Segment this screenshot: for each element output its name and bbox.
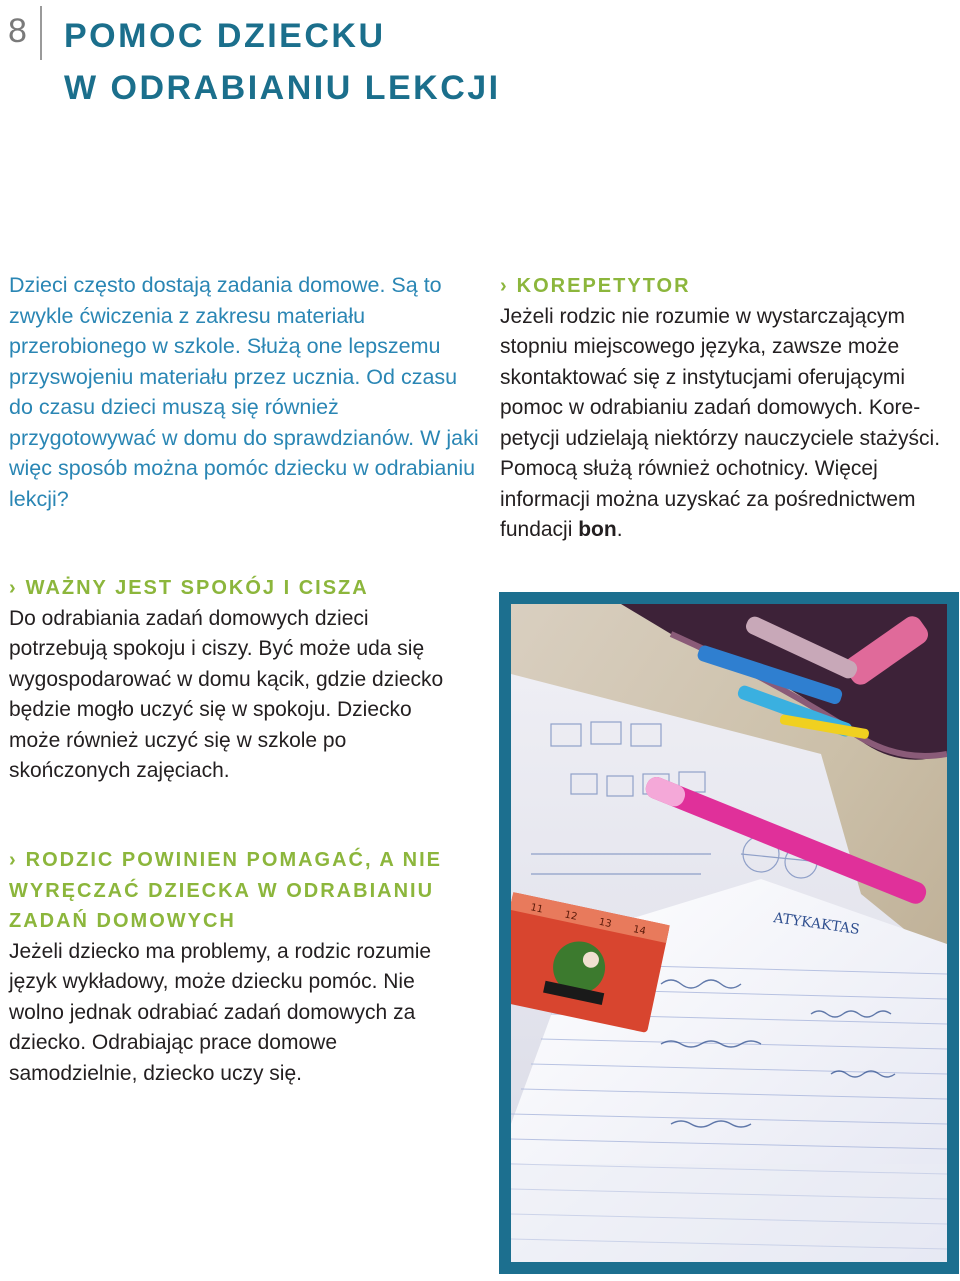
- section-quiet: [9, 573, 449, 787]
- section-body-end: .: [616, 518, 623, 541]
- chevron-icon: ›: [9, 577, 18, 599]
- ruler-number: 11: [529, 902, 545, 916]
- section-heading-text: WAŻNY JEST SPOKÓJ I CISZA: [25, 577, 369, 599]
- photo-frame: [499, 592, 959, 1274]
- homework-photo: [511, 604, 947, 1262]
- organization-name: bon: [578, 518, 617, 541]
- ruler-number: 12: [563, 909, 579, 923]
- section-heading-text: KOREPETYTOR: [516, 275, 691, 297]
- notebook-text: ATYKAKTAS: [772, 910, 861, 939]
- section-body: Do odrabiania zadań domowych dzieci potrzebują spokoju i ciszy. Być może uda się wygospodarować w domu kącik, gdzie dziecko będzie mogło uczyć się w spokoju. Dziecko może również uczyć się w szkole po skończonych zajęciach.: [9, 606, 444, 782]
- section-heading: [500, 271, 955, 302]
- section-heading: [9, 845, 449, 937]
- section-body-text: Jeżeli rodzic nie rozumie w wystarczającym stopniu miejscowego języka, zawsze może skontaktować się z instytucjami oferującymi pomoc w odrabianiu zadań domowych. Korepetycji udzielają niektórzy nauczyciele stażyści. Pomocą służą również ochotnicy. Więcej informacji można uzyskać za pośrednictwem fundacji: [500, 304, 941, 541]
- ruler-number: 14: [632, 923, 647, 938]
- page-title-line-1: POMOC DZIECKU: [64, 17, 386, 55]
- chevron-icon: ›: [500, 275, 509, 297]
- ruler-number: 13: [597, 916, 613, 931]
- page-title-line-2: W ODRABIANIU LEKCJI: [64, 69, 501, 107]
- section-body: Jeżeli dziecko ma problemy, a rodzic rozumie język wykładowy, może dziecku pomóc. Nie wolno jednak odrabiać zadań domowych za dziecko. Odrabiając prace domowe samodzielnie, dziecko uczy się.: [9, 939, 432, 1085]
- section-heading-text: RODZIC POWINIEN POMAGAĆ, A NIE WYRĘCZAĆ DZIECKA W ODRABIANIU ZADAŃ DOMOWYCH: [9, 849, 442, 932]
- section-body: [500, 302, 955, 546]
- chevron-icon: ›: [9, 849, 18, 871]
- section-heading: [9, 573, 449, 604]
- intro-paragraph: Dzieci często dostają zadania domowe. Są to zwykle ćwiczenia z zakresu materiału przerobionego w szkole. Służą one lepszemu przyswojeniu materiału przez ucznia. Od czasu do czasu dzieci muszą się również przygotowywać w domu do sprawdzianów. W jaki więc sposób można pomóc dziecku w odrabianiu lekcji?: [9, 273, 479, 511]
- section-parent: [9, 845, 449, 1089]
- title-divider: [40, 6, 42, 60]
- page-number: 8: [8, 12, 27, 50]
- page-title: [64, 10, 501, 114]
- section-tutor: [500, 271, 955, 546]
